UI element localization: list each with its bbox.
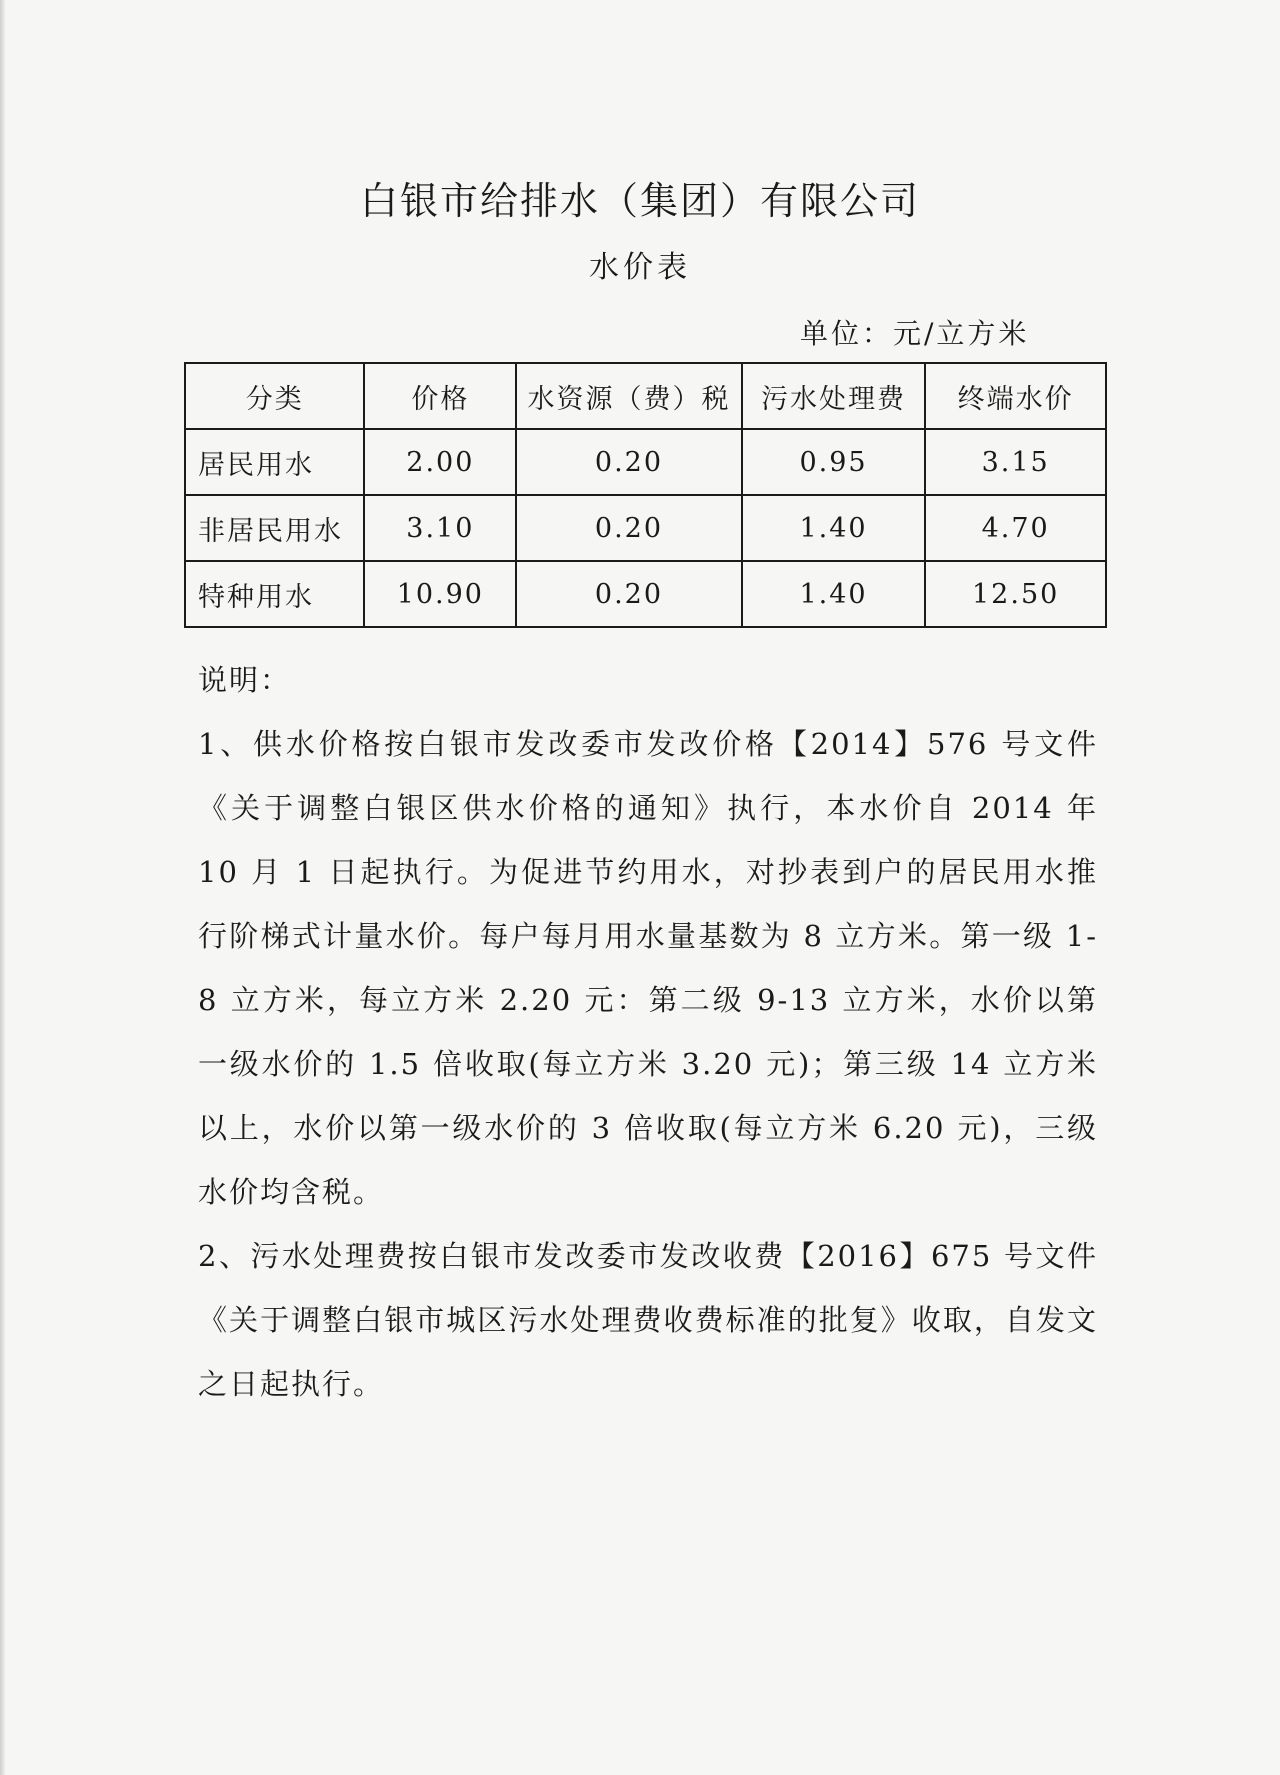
notes-heading: 说明： — [198, 663, 292, 697]
water-price-table — [184, 362, 1107, 628]
cell-sewage-fee: 1.40 — [742, 495, 926, 561]
note-item-1: 1、供水价格按白银市发改委市发改价格【2014】576 号文件《关于调整白银区供水价格的通知》执行，本水价自 2014 年 10 月 1 日起执行。为促进节约用水，对抄表到户的居民用水推行阶梯式计量水价。每户每月用水量基数为 8 立方米。第一级 1-8 立方米，每立方米 2.20 元：第二级 9-13 立方米，水价以第一级水价的 1.5 倍收取(每立方米 3.20 元)；第三级 14 立方米以上，水价以第一级水价的 3 倍收取(每立方米 6.20 元)，三级水价均含税。 — [198, 727, 1098, 1209]
cell-water-resource-tax: 0.20 — [516, 495, 741, 561]
company-title: 白银市给排水（集团）有限公司 — [359, 179, 920, 223]
cell-sewage-fee: 0.95 — [742, 429, 926, 495]
header-water-resource-tax: 水资源（费）税 — [516, 363, 741, 429]
table-row — [185, 561, 1106, 627]
table-title: 水价表 — [589, 250, 691, 285]
header-category: 分类 — [185, 363, 364, 429]
cell-category: 居民用水 — [185, 429, 364, 495]
header-price: 价格 — [364, 363, 516, 429]
cell-final-price: 3.15 — [925, 429, 1106, 495]
unit-label: 单位：元/立方米 — [800, 317, 1030, 350]
cell-final-price: 4.70 — [925, 495, 1106, 561]
note-item-2: 2、污水处理费按白银市发改委市发改收费【2016】675 号文件《关于调整白银市城区污水处理费收费标准的批复》收取，自发文之日起执行。 — [198, 1239, 1098, 1401]
table-row — [185, 495, 1106, 561]
cell-sewage-fee: 1.40 — [742, 561, 926, 627]
cell-water-resource-tax: 0.20 — [516, 429, 741, 495]
cell-category: 非居民用水 — [185, 495, 364, 561]
cell-price: 10.90 — [364, 561, 516, 627]
cell-price: 3.10 — [364, 495, 516, 561]
header-final-price: 终端水价 — [925, 363, 1106, 429]
notes-section — [198, 648, 1098, 1416]
table-row — [185, 429, 1106, 495]
cell-price: 2.00 — [364, 429, 516, 495]
table-header-row — [185, 363, 1106, 429]
header-sewage-fee: 污水处理费 — [742, 363, 926, 429]
cell-category: 特种用水 — [185, 561, 364, 627]
cell-water-resource-tax: 0.20 — [516, 561, 741, 627]
cell-final-price: 12.50 — [925, 561, 1106, 627]
